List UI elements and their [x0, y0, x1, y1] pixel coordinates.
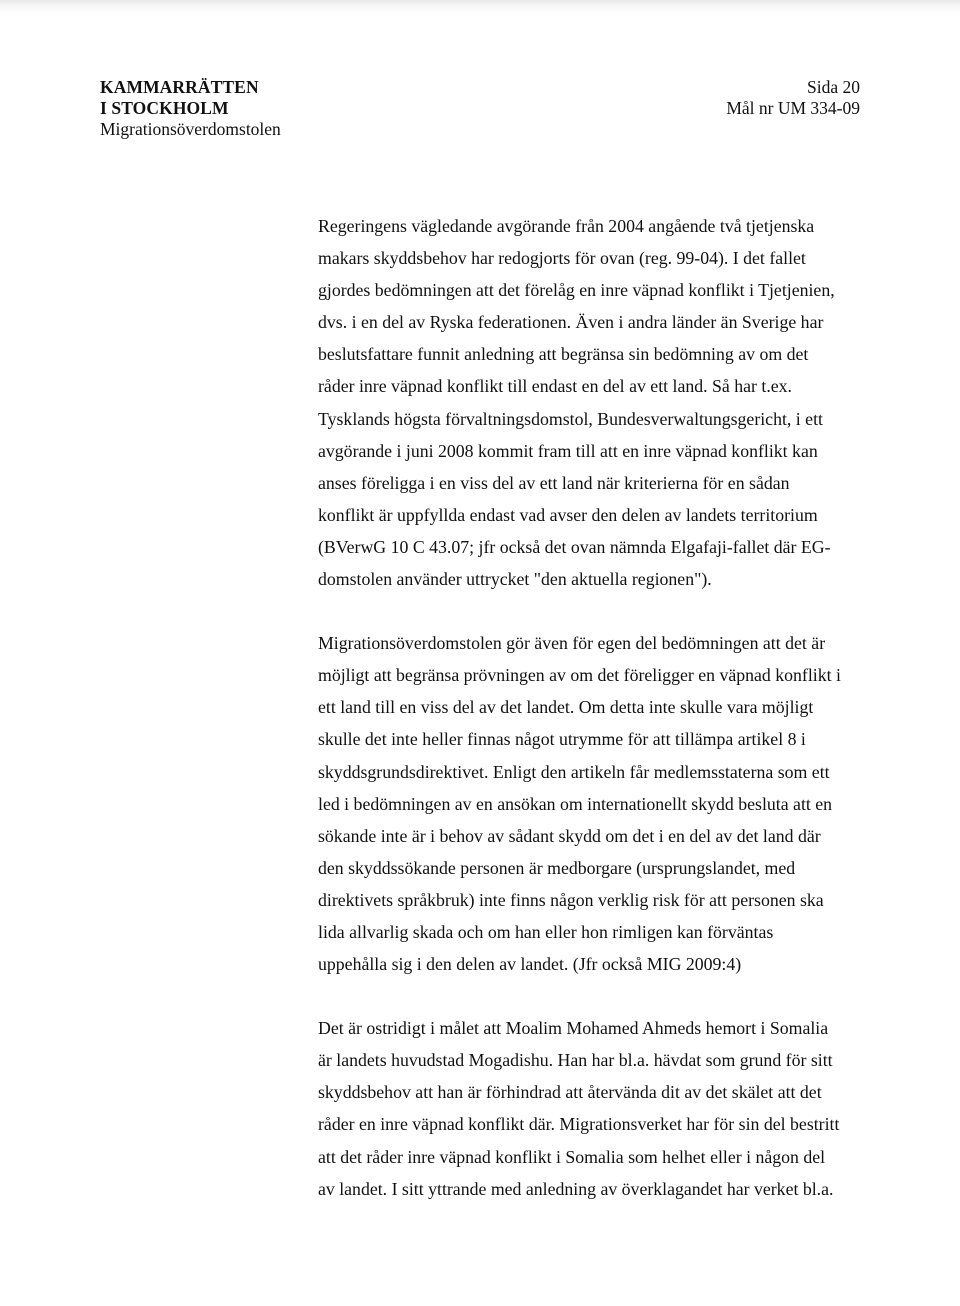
text-line: direktivets språkbruk) inte finns någon verklig risk för att personen ska: [318, 889, 824, 910]
text-line: den skyddssökande personen är medborgare (ursprungslandet, med: [318, 857, 796, 878]
text-line: Det är ostridigt i målet att Moalim Mohamed Ahmeds hemort i Somalia: [318, 1018, 829, 1039]
text-line: beslutsfattare funnit anledning att begränsa sin bedömning av om det: [318, 344, 809, 365]
text-line: ett land till en viss del av det landet. Om detta inte skulle vara möjligt: [318, 697, 814, 718]
document-header-left: [100, 77, 281, 140]
party-name: Migrationsöverdomstolen: [100, 119, 281, 139]
court-name-line1: KAMMARRÄTTEN: [100, 77, 259, 97]
text-line: uppehålla sig i den delen av landet. (Jfr också MIG 2009:4): [318, 954, 742, 975]
paragraph: [318, 1012, 874, 1205]
text-line: råder en inre väpnad konflikt där. Migrationsverket har för sin del bestritt: [318, 1114, 840, 1135]
text-line: (BVerwG 10 C 43.07; jfr också det ovan nämnda Elgafaji-fallet där EG-: [318, 536, 831, 557]
page-number: Sida 20: [807, 77, 860, 97]
text-line: att det råder inre väpnad konflikt i Somalia som helhet eller i någon del: [318, 1146, 826, 1167]
text-line: avgörande i juni 2008 kommit fram till att en inre väpnad konflikt kan: [318, 440, 818, 461]
text-line: råder inre väpnad konflikt till endast en del av ett land. Så har t.ex.: [318, 376, 793, 397]
text-line: dvs. i en del av Ryska federationen. Även i andra länder än Sverige har: [318, 312, 824, 333]
scan-edge: [0, 0, 960, 14]
case-number: Mål nr UM 334-09: [726, 98, 860, 118]
text-line: Tysklands högsta förvaltningsdomstol, Bundesverwaltungsgericht, i ett: [318, 408, 823, 429]
text-line: av landet. I sitt yttrande med anledning av överklagandet har verket bl.a.: [318, 1178, 834, 1199]
document-header-right: [726, 77, 860, 119]
text-line: skyddsbehov att han är förhindrad att återvända dit av det skälet att det: [318, 1082, 822, 1103]
text-line: konflikt är uppfyllda endast vad avser den delen av landets territorium: [318, 504, 818, 525]
paragraph: [318, 210, 874, 595]
text-line: domstolen använder uttrycket "den aktuella regionen").: [318, 569, 712, 590]
text-line: möjligt att begränsa prövningen av om det föreligger en väpnad konflikt i: [318, 665, 841, 686]
court-name-line2: I STOCKHOLM: [100, 98, 229, 118]
text-line: anses föreligga i en viss del av ett land när kriterierna för en sådan: [318, 472, 790, 493]
text-line: gjordes bedömningen att det förelåg en inre väpnad konflikt i Tjetjenien,: [318, 280, 835, 301]
text-line: Migrationsöverdomstolen gör även för egen del bedömningen att det är: [318, 633, 826, 654]
text-line: makars skyddsbehov har redogjorts för ovan (reg. 99-04). I det fallet: [318, 248, 806, 269]
text-line: Regeringens vägledande avgörande från 2004 angående två tjetjenska: [318, 216, 815, 236]
text-line: sökande inte är i behov av sådant skydd om det i en del av det land där: [318, 825, 821, 846]
text-line: skulle det inte heller finnas något utrymme för att tillämpa artikel 8 i: [318, 729, 806, 750]
paragraph: [318, 627, 874, 980]
text-line: är landets huvudstad Mogadishu. Han har bl.a. hävdat som grund för sitt: [318, 1050, 833, 1071]
text-line: lida allvarlig skada och om han eller hon rimligen kan förväntas: [318, 921, 774, 942]
text-line: led i bedömningen av en ansökan om internationellt skydd besluta att en: [318, 793, 833, 814]
document-body: [318, 210, 874, 1205]
text-line: skyddsgrundsdirektivet. Enligt den artikeln får medlemsstaterna som ett: [318, 761, 830, 782]
